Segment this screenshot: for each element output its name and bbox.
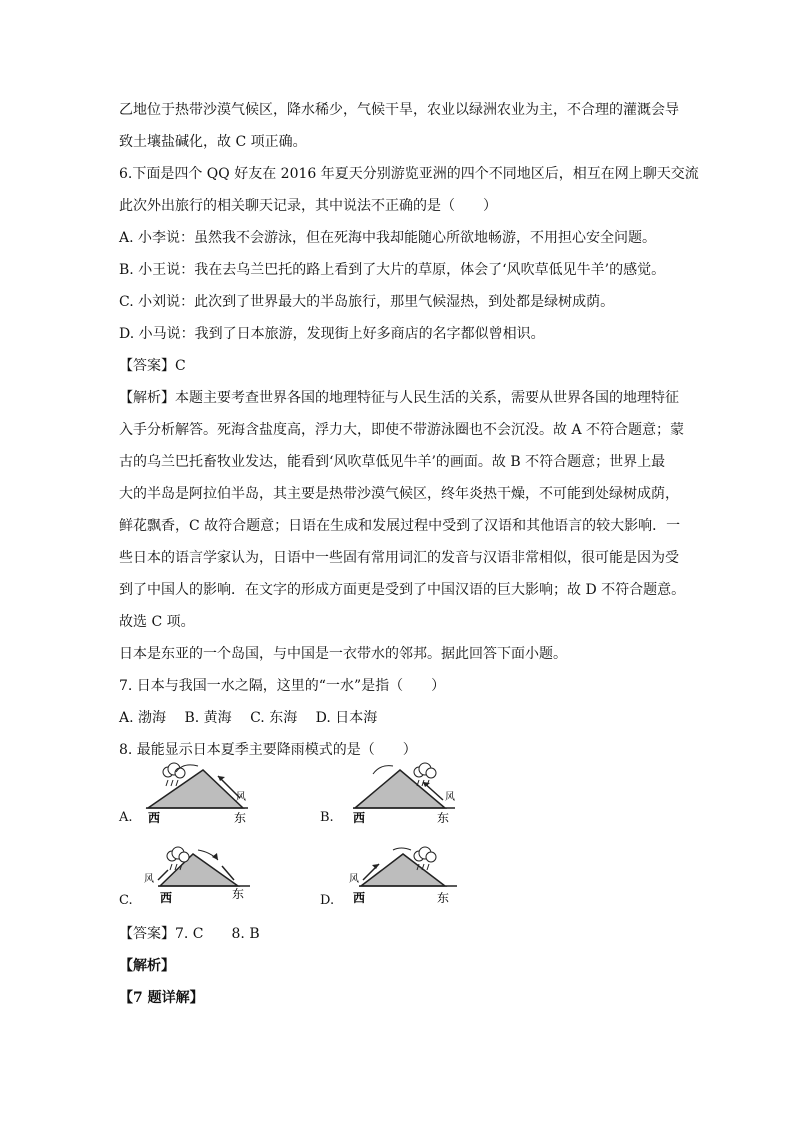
question-6-stem: 6.下面是四个 QQ 好友在 2016 年夏天分别游览亚洲的四个不同地区后，相互在网上聊天交流 [119, 166, 699, 182]
question-7: 7. 日本与我国一水之隔，这里的“一水”是指（ ） [119, 678, 446, 694]
question-7-options: A. 渤海 B. 黄海 C. 东海 D. 日本海 [119, 710, 378, 726]
diagram-a [138, 758, 258, 826]
diagram-b [345, 758, 465, 826]
analysis-heading: 【解析】 [119, 958, 175, 974]
explanation-line: 些日本的语言学家认为，日语中一些固有常用词汇的发音与汉语非常相似，很可能是因为受 [119, 550, 679, 566]
option-b: B. 小王说：我在去乌兰巴托的路上看到了大片的草原，体会了‘风吹草低见牛羊’的感觉。 [119, 262, 666, 278]
west-label: 西 [148, 811, 161, 825]
question-8: 8. 最能显示日本夏季主要降雨模式的是（ ） [119, 742, 417, 758]
east-label: 东 [234, 811, 247, 825]
diagram-a-label: A. [119, 810, 133, 825]
explanation-line: 大的半岛是阿拉伯半岛，其主要是热带沙漠气候区，终年炎热干燥，不可能到处绿树成荫， [119, 486, 679, 502]
question-6-stem: 此次外出旅行的相关聊天记录，其中说法不正确的是（ ） [119, 198, 497, 214]
para-line: 乙地位于热带沙漠气候区，降水稀少，气候干旱，农业以绿洲农业为主，不合理的灌溉会导 [119, 102, 679, 118]
svg-text:风: 风 [144, 874, 154, 885]
diagram-c [138, 842, 258, 910]
east-label: 东 [232, 887, 245, 901]
answer-7-8: 【答案】7. C 8. B [119, 926, 260, 942]
diagram-d-label: D. [320, 893, 335, 908]
west-label: 西 [160, 891, 173, 905]
option-a: A. 小李说：虽然我不会游泳，但在死海中我却能随心所欲地畅游，不用担心安全问题。 [119, 230, 657, 246]
q7-detail-heading: 【7 题详解】 [119, 990, 204, 1006]
diagram-d [345, 842, 465, 910]
option-d: D. 小马说：我到了日本旅游，发现街上好多商店的名字都似曾相识。 [119, 326, 545, 342]
svg-text:风: 风 [236, 792, 246, 803]
option-c: C. 小刘说：此次到了世界最大的半岛旅行，那里气候湿热，到处都是绿树成荫。 [119, 294, 615, 310]
wind-arrow-icon [158, 870, 168, 880]
explanation-line: 【解析】本题主要考查世界各国的地理特征与人民生活的关系，需要从世界各国的地理特征 [119, 390, 679, 406]
mountain [148, 770, 243, 808]
explanation-line: 到了中国人的影响．在文字的形成方面更是受到了中国汉语的巨大影响；故 D 不符合题意。 [119, 582, 686, 598]
para-line: 致土壤盐碱化，故 C 项正确。 [119, 134, 307, 150]
explanation-line: 鲜花飘香，C 故符合题意；日语在生成和发展过程中受到了汉语和其他语言的较大影响．一 [119, 518, 681, 534]
east-label: 东 [437, 891, 450, 905]
east-label: 东 [437, 811, 450, 825]
diagram-b-label: B. [320, 810, 334, 825]
explanation-line: 故选 C 项。 [119, 614, 195, 630]
answer-6: 【答案】C [119, 358, 186, 374]
intro-7-8: 日本是东亚的一个岛国，与中国是一衣带水的邻邦。据此回答下面小题。 [119, 646, 567, 662]
west-label: 西 [353, 811, 366, 825]
explanation-line: 入手分析解答。死海含盐度高，浮力大，即使不带游泳圈也不会沉没。故 A 不符合题意；蒙 [119, 422, 685, 438]
explanation-line: 古的乌兰巴托畜牧业发达，能看到‘风吹草低见牛羊’的画面。故 B 不符合题意；世界上最 [119, 454, 666, 470]
west-label: 西 [353, 891, 366, 905]
diagram-c-label: C. [119, 893, 133, 908]
svg-text:风: 风 [445, 792, 455, 803]
svg-text:风: 风 [349, 874, 359, 885]
